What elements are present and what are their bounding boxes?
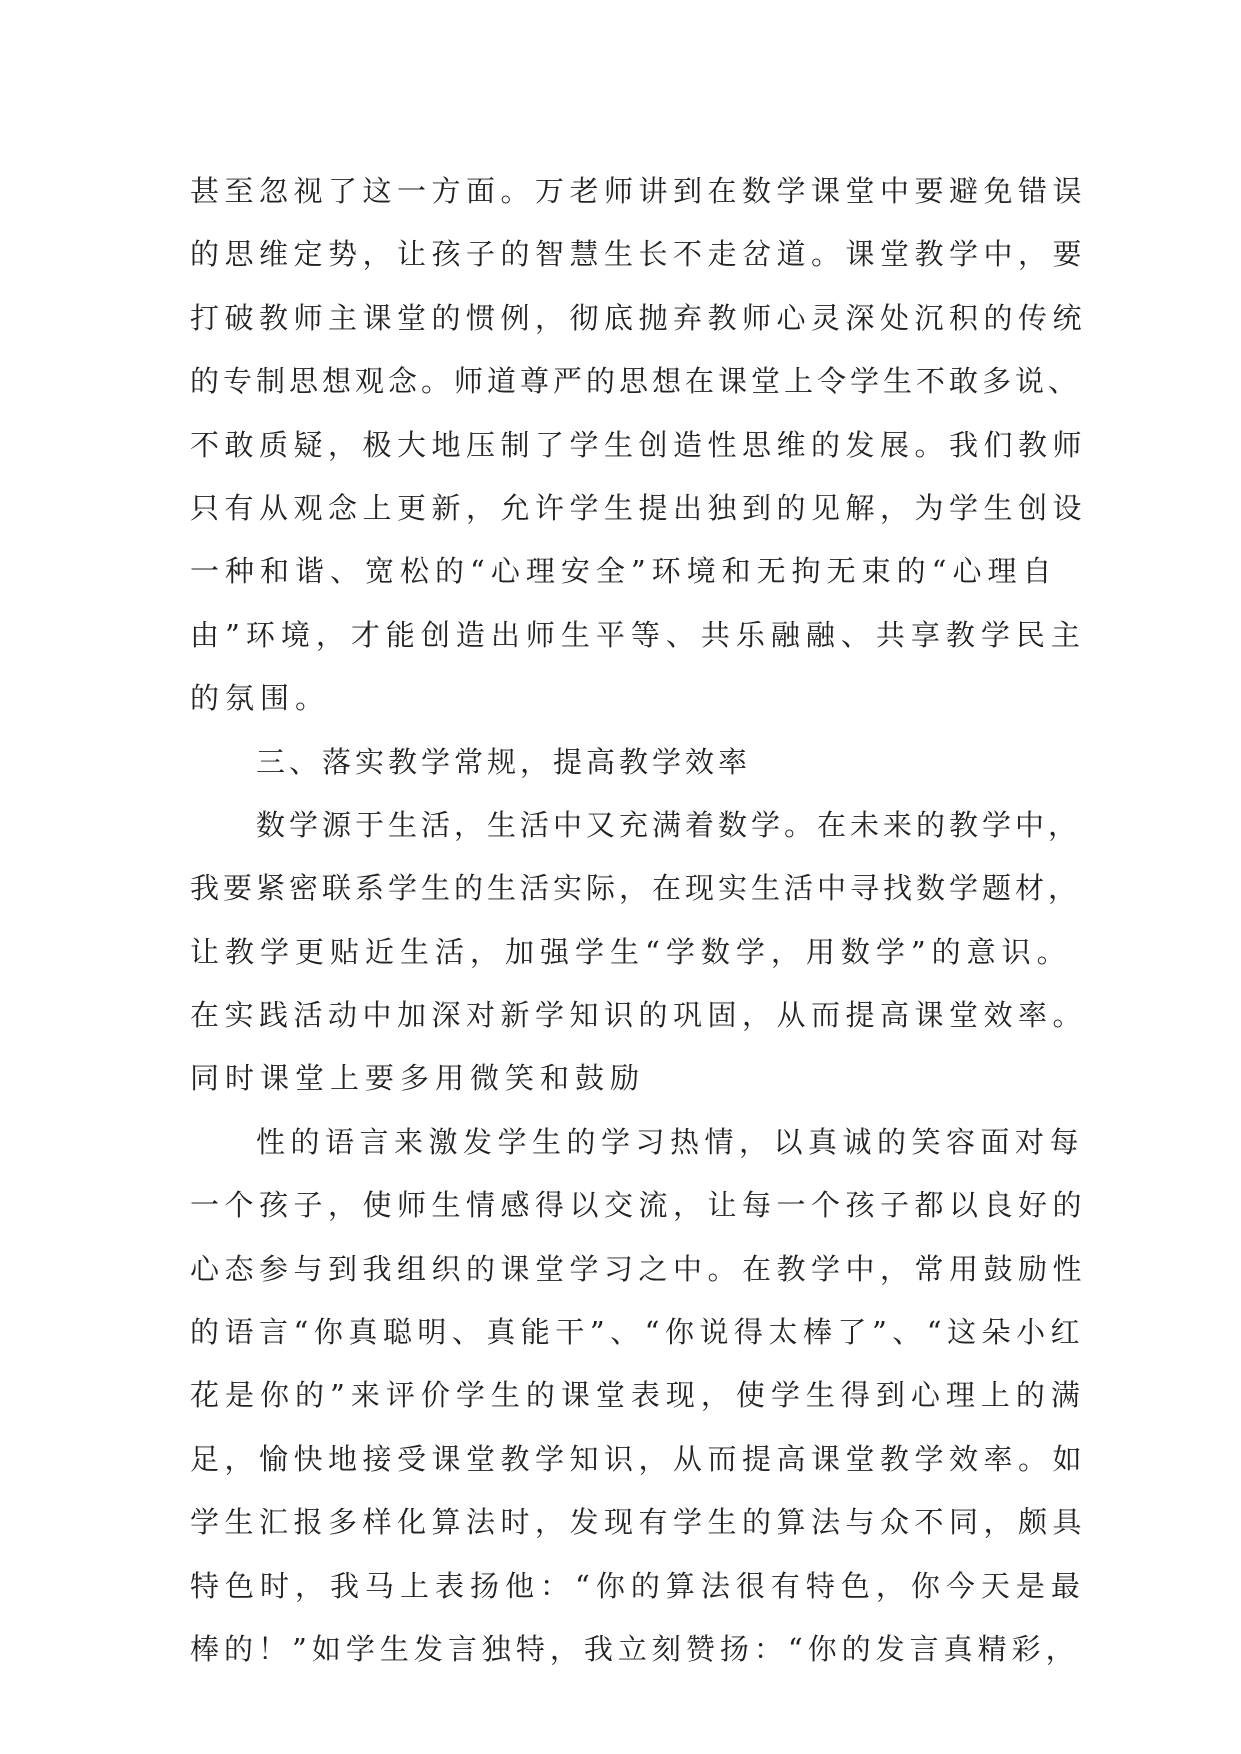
text-line: 学生汇报多样化算法时，发现有学生的算法与众不同，颇具 bbox=[190, 1505, 1088, 1540]
text-line: 我要紧密联系学生的生活实际，在现实生活中寻找数学题材， bbox=[190, 871, 1082, 906]
body-text bbox=[190, 160, 1090, 1681]
text-line: 心态参与到我组织的课堂学习之中。在教学中，常用鼓励性 bbox=[190, 1251, 1088, 1286]
text-line: 的思维定势，让孩子的智慧生长不走岔道。课堂教学中，要 bbox=[190, 237, 1088, 272]
text-line: 的语言“你真聪明、真能干”、“你说得太棒了”、“这朵小红 bbox=[190, 1315, 1086, 1350]
text-line: 打破教师主课堂的惯例，彻底抛弃教师心灵深处沉积的传统 bbox=[190, 300, 1088, 335]
text-line: 一种和谐、宽松的“心理安全”环境和无拘无束的“心理自 bbox=[190, 554, 1058, 589]
text-line: 的专制思想观念。师道尊严的思想在课堂上令学生不敢多说、 bbox=[190, 364, 1082, 399]
text-line: 让教学更贴近生活，加强学生“学数学，用数学”的意识。 bbox=[190, 934, 1072, 969]
text-line: 由”环境，才能创造出师生平等、共乐融融、共享教学民主 bbox=[190, 617, 1086, 652]
text-line: 只有从观念上更新，允许学生提出独到的见解，为学生创设 bbox=[190, 490, 1088, 525]
text-line: 不敢质疑，极大地压制了学生创造性思维的发展。我们教师 bbox=[190, 427, 1088, 462]
text-line: 的氛围。 bbox=[190, 681, 331, 716]
text-line: 性的语言来激发学生的学习热情，以真诚的笑容面对每 bbox=[256, 1124, 1085, 1159]
text-line: 同时课堂上要多用微笑和鼓励 bbox=[190, 1061, 646, 1096]
text-line: 甚至忽视了这一方面。万老师讲到在数学课堂中要避免错误 bbox=[190, 174, 1088, 208]
text-line: 一个孩子，使师生情感得以交流，让每一个孩子都以良好的 bbox=[190, 1188, 1088, 1223]
text-line: 棒的！”如学生发言独特，我立刻赞扬：“你的发言真精彩， bbox=[190, 1631, 1080, 1666]
text-line: 特色时，我马上表扬他：“你的算法很有特色，你今天是最 bbox=[190, 1568, 1086, 1603]
text-line: 在实践活动中加深对新学知识的巩固，从而提高课堂效率。 bbox=[190, 998, 1088, 1033]
text-line: 数学源于生活，生活中又充满着数学。在未来的教学中， bbox=[256, 807, 1082, 842]
section-heading: 三、落实教学常规，提高教学效率 bbox=[256, 744, 752, 779]
text-line: 足，愉快地接受课堂教学知识，从而提高课堂教学效率。如 bbox=[190, 1441, 1088, 1476]
text-line: 花是你的”来评价学生的课堂表现，使学生得到心理上的满 bbox=[190, 1378, 1086, 1413]
